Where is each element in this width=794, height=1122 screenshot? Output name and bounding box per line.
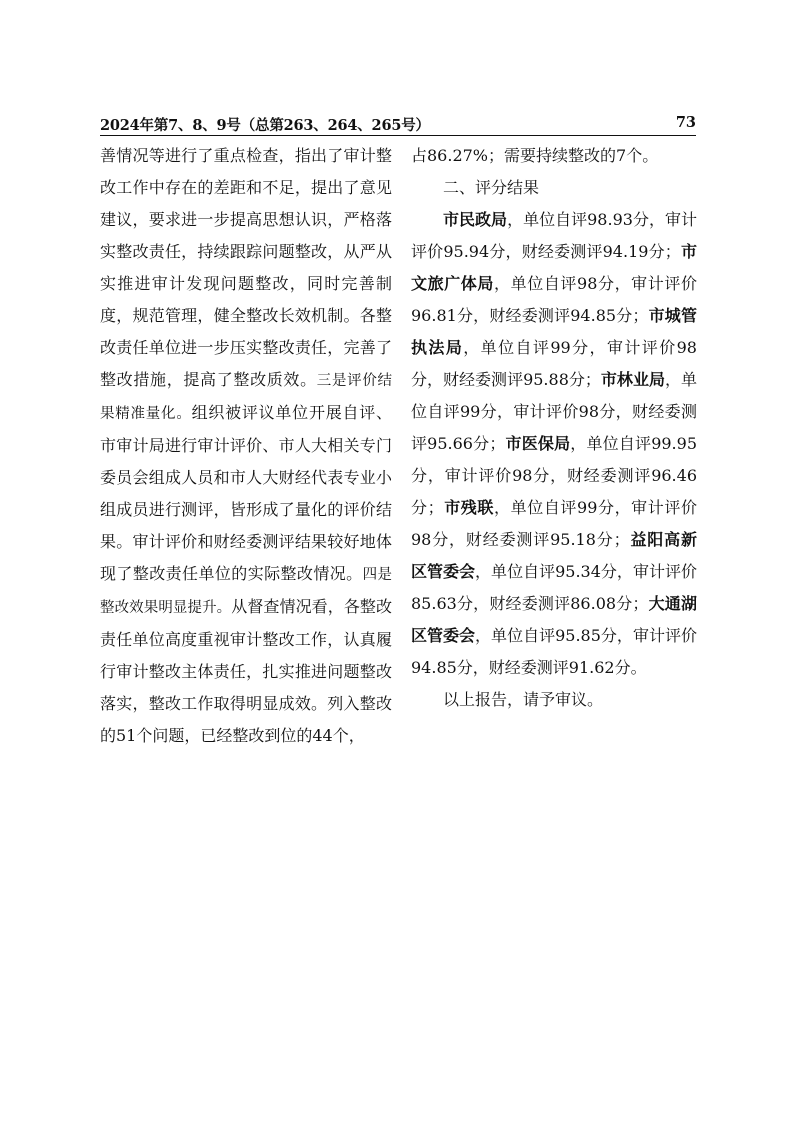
unit-scores: ，单位自评99分，审计评价98分，财经委测评95.88分；	[411, 338, 697, 389]
unit-scores: ，单位自评95.85分，审计评价94.85分，财经委测评91.62分。	[411, 626, 697, 677]
body-paragraph	[100, 140, 392, 752]
emphasis-point-three: 三是评价结果精准量化。	[100, 373, 392, 422]
unit-scores: ，单位自评99分，审计评价98分，财经委测评95.66分；	[411, 370, 697, 453]
unit-scores: ，单位自评99分，审计评价98分，财经委测评95.18分；	[411, 498, 697, 549]
unit-scores: ，单位自评95.34分，审计评价85.63分，财经委测评86.08分；	[411, 562, 697, 613]
left-column	[100, 140, 392, 752]
continuation-text: 占86.27%；需要持续整改的7个。	[411, 146, 659, 165]
unit-name: 市医保局	[505, 434, 571, 453]
unit-name: 市文旅广体局	[411, 242, 697, 293]
body-text: 从督查情况看，各整改责任单位高度重视审计整改工作，认真履行审计整改主体责任，扎实推进问题整改落实，整改工作取得明显成效。列入整改的51个问题，已经整改到位的44个，	[100, 597, 392, 745]
unit-name: 市残联	[443, 498, 495, 517]
section-heading: 二、评分结果	[443, 178, 540, 197]
right-column	[411, 140, 697, 716]
body-text: 组织被评议单位开展自评、市审计局进行审计评价、市人大相关专门委员会组成人员和市人大财经代表专业小组成员进行测评，皆形成了量化的评价结果。审计评价和财经委测评结果较好地体现了整改责任单位的实际整改情况。	[100, 403, 392, 583]
unit-name: 市林业局	[600, 370, 665, 389]
emphasis-point-four: 四是整改效果明显提升。	[100, 567, 392, 616]
running-header	[100, 114, 696, 136]
closing-line: 以上报告，请予审议。	[443, 690, 604, 709]
header-rule	[100, 135, 696, 136]
unit-name: 市城管执法局	[411, 306, 697, 357]
page-number: 73	[675, 114, 696, 131]
unit-scores: ，单位自评98.93分，审计评价95.94分，财经委测评94.19分；	[411, 210, 697, 261]
unit-name: 市民政局	[443, 210, 508, 229]
score-results-paragraph	[411, 204, 697, 684]
issue-label: 2024年第7、8、9号（总第263、264、265号）	[100, 117, 430, 134]
body-text: 善情况等进行了重点检查，指出了审计整改工作中存在的差距和不足，提出了意见建议，要求进一步提高思想认识，严格落实整改责任，持续跟踪问题整改，从严从实推进审计发现问题整改，同时完善制度，规范管理，健全整改长效机制。各整改责任单位进一步压实整改责任，完善了整改措施，提高了整改质效。	[100, 146, 392, 389]
unit-scores: ，单位自评99.95分，审计评价98分，财经委测评96.46分；	[411, 434, 697, 517]
unit-name: 大通湖区管委会	[411, 594, 697, 645]
unit-scores: ，单位自评98分，审计评价96.81分，财经委测评94.85分；	[411, 274, 697, 325]
unit-name: 益阳高新区管委会	[411, 530, 697, 581]
